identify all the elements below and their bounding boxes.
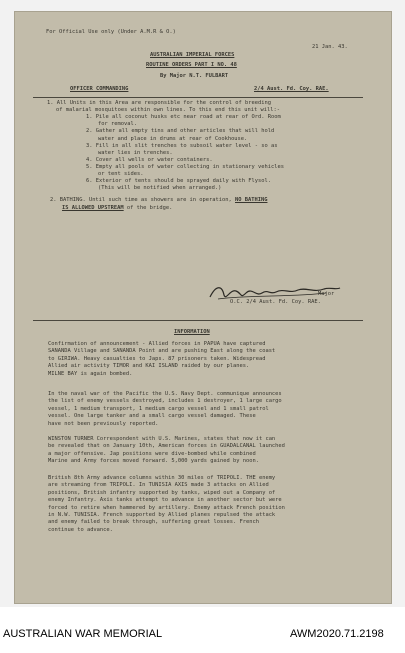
- footer-institution: AUSTRALIAN WAR MEMORIAL: [3, 628, 163, 640]
- footer-accession-number: AWM2020.71.2198: [290, 628, 384, 640]
- information-line: vessel, 1 medium transport, 1 medium cargo vessel and 1 small patrol: [48, 405, 269, 412]
- information-line: and enemy failed to break through, suffering great losses. French: [48, 519, 259, 526]
- information-line: in N.W. TUNISIA. French supported by Allied planes repulsed the attack: [48, 512, 276, 518]
- information-line: MILNE BAY is again bombed.: [48, 370, 133, 377]
- order-item-1-line: 1. All Units in this Area are responsible for the control of breeding: [47, 100, 271, 106]
- no-bathing-text: NO BATHING: [235, 197, 268, 203]
- order-item-1-line: (This will be notified when arranged.): [98, 185, 222, 192]
- order-item-1-line: of malarial mosquitoes within own lines. To this end this unit will:-: [56, 107, 280, 114]
- information-line: a major offensive. Jap positions were dive-bombed while combined: [48, 450, 256, 457]
- officer-commanding-label: OFFICER COMMANDING: [70, 86, 129, 92]
- order-item-1-line: 3. Fill in all slit trenches to subsoil water level - so as: [86, 142, 278, 149]
- order-item-1-line: water and place in drums at rear of Cookhouse.: [98, 135, 248, 142]
- document-title-orders: ROUTINE ORDERS PART I NO. 48: [146, 62, 237, 68]
- information-line: Marine and Army forces moved forward. 5,000 yards gained by noon.: [48, 458, 259, 465]
- document-date: 21 Jan. 43.: [312, 44, 348, 50]
- information-line: WINSTON TURNER Correspondent with U.S. Marines, states that now it can: [48, 436, 276, 442]
- order-item-1-line: 1. Pile all coconut husks etc near road at rear of Ord. Room: [86, 114, 281, 121]
- official-use-line: For Official Use only (Under A.M.R & O.): [46, 29, 176, 35]
- order-item-1-line: 5. Empty all pools of water collecting in stationary vehicles: [86, 163, 284, 170]
- information-line: vessel. One large tanker and a small cargo vessel damaged. These: [48, 413, 256, 420]
- information-line: SANANDA Village and SANANDA Point and are pushing East along the coast: [48, 348, 276, 355]
- information-line: In the naval war of the Pacific the U.S. Navy Dept. communique announces: [48, 391, 282, 397]
- order-item-2-line2: [62, 205, 172, 212]
- information-line: to GIRIWA. Heavy casualties to Japs. 87 prisoners taken. Widespread: [48, 355, 266, 362]
- order-item-1-line: 4. Cover all wells or water containers.: [86, 156, 213, 163]
- information-line: are streaming from TRIPOLI. In TUNISIA AXIS made 3 attacks on Allied: [48, 482, 269, 489]
- information-line: be revealed that on January 10th, American forces in GUADALCANAL launched: [48, 443, 285, 450]
- order-item-1-line: for removal.: [98, 121, 137, 128]
- unit-label: 2/4 Aust. Fd. Coy. RAE.: [254, 86, 329, 92]
- information-line: positions, British infantry supported by tanks, wiped out a Company of: [48, 489, 276, 496]
- information-line: Allied air activity TIMOR and KAI ISLAND raided by our planes.: [48, 363, 250, 370]
- order-item-1-line: water lies in trenches.: [98, 149, 173, 156]
- bridge-text: of the bridge.: [123, 205, 173, 211]
- information-line: continue to advance.: [48, 526, 113, 533]
- information-line: forced to retire when hammered by artillery. Enemy attack French position: [48, 504, 285, 511]
- bathing-text: 2. BATHING. Until such time as showers are in operation,: [50, 197, 235, 203]
- information-line: the list of enemy vessels destroyed, includes 1 destroyer, 1 large cargo: [48, 398, 282, 405]
- order-item-1-line: 6. Exterior of tents should be sprayed daily with Flysol.: [86, 178, 271, 185]
- header-divider: [33, 97, 363, 98]
- by-line: By Major N.T. FULBART: [160, 73, 229, 79]
- order-item-1-line: or tent sides.: [98, 171, 144, 177]
- information-line: Confirmation of announcement - Allied forces in PAPUA have captured: [48, 341, 266, 347]
- information-line: have not been previously reported.: [48, 420, 159, 427]
- order-item-2-line1: [50, 197, 267, 204]
- footer-bar: [0, 607, 405, 653]
- document-title-forces: AUSTRALIAN IMPERIAL FORCES: [150, 52, 235, 58]
- signature-unit: O.C. 2/4 Aust. Fd. Coy. RAE.: [230, 299, 321, 305]
- signature-rank: Major: [318, 291, 335, 297]
- information-line: British 8th Army advance columns within 30 miles of TRIPOLI. THE enemy: [48, 475, 276, 481]
- information-heading: INFORMATION: [174, 329, 210, 335]
- upstream-text: IS ALLOWED UPSTREAM: [62, 205, 124, 211]
- order-item-1-line: 2. Gather all empty tins and other articles that will hold: [86, 128, 275, 135]
- signature-divider: [33, 320, 363, 321]
- information-line: enemy Infantry. Axis tanks attempt to advance in another sector but were: [48, 497, 282, 504]
